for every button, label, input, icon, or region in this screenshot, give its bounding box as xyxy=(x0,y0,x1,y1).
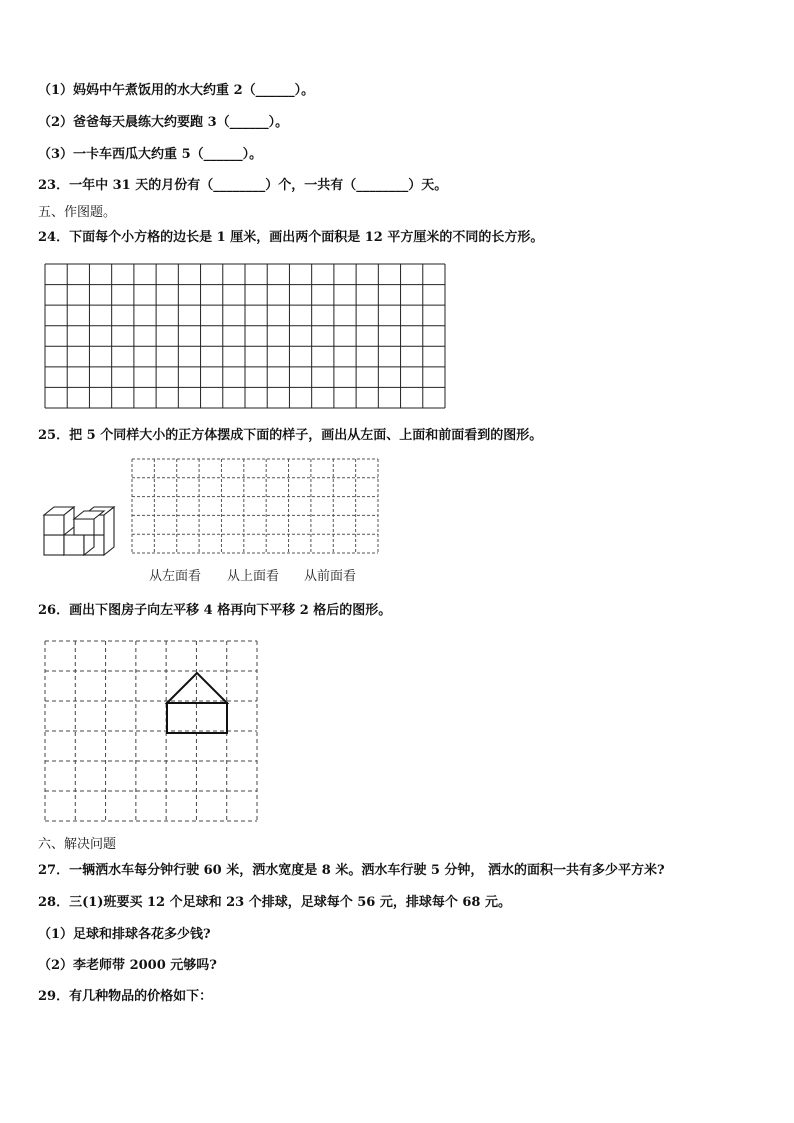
caption-top-view: 从上面看 xyxy=(227,569,280,584)
caption-left-view: 从左面看 xyxy=(149,569,202,584)
q26-dashed-grid xyxy=(45,641,259,823)
q22-part2: （2）爸爸每天晨练大约要跑 3（______）。 xyxy=(38,115,289,130)
question-28-part2: （2）李老师带 2000 元够吗? xyxy=(38,958,217,973)
question-24: 24．下面每个小方格的边长是 1 厘米，画出两个面积是 12 平方厘米的不同的长方形。 xyxy=(38,230,544,245)
question-28: 28．三(1)班要买 12 个足球和 23 个排球，足球每个 56 元，排球每个 68 元。 xyxy=(38,895,512,910)
q22-part3: （3）一卡车西瓜大约重 5（______）。 xyxy=(38,147,263,162)
question-28-part1: （1）足球和排球各花多少钱? xyxy=(38,927,211,942)
caption-front-view: 从前面看 xyxy=(304,569,357,584)
question-25: 25．把 5 个同样大小的正方体摆成下面的样子，画出从左面、上面和前面看到的图形。 xyxy=(38,428,543,443)
q25-dashed-grid xyxy=(132,459,380,555)
q22-part1: （1）妈妈中午煮饭用的水大约重 2（______）。 xyxy=(38,83,315,98)
cube-figure xyxy=(44,505,114,557)
question-23: 23．一年中 31 天的月份有（________）个，一共有（________）天。 xyxy=(38,178,448,193)
question-27: 27．一辆洒水车每分钟行驶 60 米，洒水宽度是 8 米。洒水车行驶 5 分钟， 洒水的面积一共有多少平方米? xyxy=(38,863,665,878)
question-26: 26．画出下图房子向左平移 4 格再向下平移 2 格后的图形。 xyxy=(38,603,392,618)
q24-grid xyxy=(45,264,447,410)
section-6-title: 六、解决问题 xyxy=(38,837,117,852)
question-29: 29．有几种物品的价格如下： xyxy=(38,989,213,1004)
section-5-title: 五、作图题。 xyxy=(38,205,117,220)
house-shape xyxy=(167,673,227,733)
